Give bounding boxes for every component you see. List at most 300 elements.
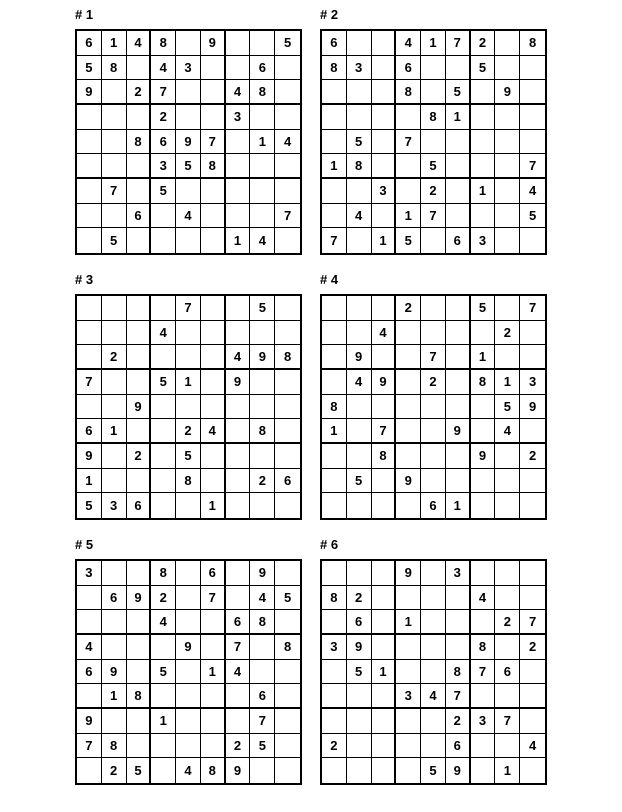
- sudoku-cell: [446, 469, 471, 494]
- sudoku-cell: 8: [322, 395, 347, 420]
- sudoku-cell: 1: [322, 419, 347, 444]
- sudoku-cell: [250, 31, 275, 56]
- sudoku-cell: [322, 321, 347, 346]
- sudoku-cell: [201, 395, 226, 420]
- sudoku-cell: [396, 395, 421, 420]
- sudoku-cell: 7: [495, 709, 520, 734]
- sudoku-cell: [151, 395, 176, 420]
- sudoku-cell: [471, 561, 496, 586]
- sudoku-cell: [226, 130, 251, 155]
- sudoku-cell: [77, 204, 102, 229]
- sudoku-cell: [396, 493, 421, 518]
- sudoku-cell: [347, 709, 372, 734]
- sudoku-cell: [226, 419, 251, 444]
- sudoku-cell: [127, 345, 152, 370]
- sudoku-cell: [495, 469, 520, 494]
- sudoku-cell: [201, 444, 226, 469]
- sudoku-cell: 4: [77, 635, 102, 660]
- sudoku-cell: 1: [102, 31, 127, 56]
- sudoku-cell: [421, 395, 446, 420]
- sudoku-cell: [250, 493, 275, 518]
- sudoku-cell: 9: [77, 709, 102, 734]
- sudoku-cell: [322, 758, 347, 783]
- sudoku-cell: 5: [250, 296, 275, 321]
- sudoku-cell: [347, 561, 372, 586]
- sudoku-cell: [201, 179, 226, 204]
- sudoku-cell: [176, 105, 201, 130]
- sudoku-cell: 9: [446, 758, 471, 783]
- sudoku-cell: 3: [520, 370, 545, 395]
- sudoku-cell: [520, 130, 545, 155]
- sudoku-cell: 5: [347, 130, 372, 155]
- sudoku-cell: [495, 105, 520, 130]
- sudoku-cell: 4: [151, 56, 176, 81]
- sudoku-cell: [250, 758, 275, 783]
- sudoku-cell: 4: [176, 758, 201, 783]
- sudoku-cell: [201, 204, 226, 229]
- sudoku-cell: [127, 56, 152, 81]
- sudoku-cell: [446, 395, 471, 420]
- sudoku-cell: [372, 345, 397, 370]
- sudoku-cell: [275, 154, 300, 179]
- sudoku-cell: 4: [226, 80, 251, 105]
- sudoku-cell: [127, 709, 152, 734]
- sudoku-cell: [372, 80, 397, 105]
- sudoku-cell: [250, 321, 275, 346]
- sudoku-cell: 8: [446, 660, 471, 685]
- sudoku-cell: [250, 635, 275, 660]
- sudoku-cell: 7: [520, 154, 545, 179]
- sudoku-cell: [347, 684, 372, 709]
- sudoku-cell: 8: [471, 370, 496, 395]
- sudoku-cell: 6: [421, 493, 446, 518]
- sudoku-cell: [275, 296, 300, 321]
- sudoku-cell: [102, 561, 127, 586]
- sudoku-cell: 1: [446, 493, 471, 518]
- sudoku-cell: 4: [226, 660, 251, 685]
- sudoku-cell: [151, 734, 176, 759]
- sudoku-cell: [421, 228, 446, 253]
- sudoku-cell: 9: [77, 80, 102, 105]
- sudoku-cell: [396, 734, 421, 759]
- sudoku-cell: [495, 228, 520, 253]
- sudoku-grid: [75, 559, 302, 785]
- sudoku-cell: [471, 130, 496, 155]
- sudoku-cell: 3: [471, 709, 496, 734]
- sudoku-cell: 8: [250, 80, 275, 105]
- sudoku-cell: [127, 370, 152, 395]
- sudoku-cell: [322, 370, 347, 395]
- sudoku-cell: [127, 296, 152, 321]
- sudoku-cell: 9: [471, 444, 496, 469]
- sudoku-cell: [275, 444, 300, 469]
- sudoku-cell: 6: [446, 228, 471, 253]
- sudoku-cell: 7: [201, 130, 226, 155]
- sudoku-cell: 8: [151, 31, 176, 56]
- sudoku-cell: 9: [446, 419, 471, 444]
- sudoku-cell: [201, 370, 226, 395]
- sudoku-cell: [421, 130, 446, 155]
- sudoku-cell: [176, 179, 201, 204]
- sudoku-cell: 3: [102, 493, 127, 518]
- sudoku-cell: 9: [372, 370, 397, 395]
- sudoku-cell: 8: [201, 154, 226, 179]
- sudoku-cell: 1: [226, 228, 251, 253]
- sudoku-cell: [372, 395, 397, 420]
- sudoku-cell: [396, 444, 421, 469]
- puzzle-title: # 2: [320, 7, 339, 22]
- sudoku-cell: 8: [102, 734, 127, 759]
- sudoku-cell: [520, 345, 545, 370]
- sudoku-cell: [495, 179, 520, 204]
- sudoku-cell: [471, 469, 496, 494]
- sudoku-cell: 2: [151, 586, 176, 611]
- sudoku-cell: 6: [151, 130, 176, 155]
- sudoku-cell: 8: [102, 56, 127, 81]
- sudoku-grid: [320, 294, 547, 520]
- sudoku-cell: [176, 709, 201, 734]
- sudoku-cell: 2: [446, 709, 471, 734]
- sudoku-cell: [520, 561, 545, 586]
- sudoku-cell: [471, 734, 496, 759]
- sudoku-cell: [77, 321, 102, 346]
- sudoku-cell: [102, 395, 127, 420]
- sudoku-cell: [127, 105, 152, 130]
- sudoku-cell: [396, 419, 421, 444]
- sudoku-cell: [275, 709, 300, 734]
- sudoku-cell: 1: [201, 660, 226, 685]
- sudoku-cell: 7: [176, 296, 201, 321]
- sudoku-cell: 5: [471, 296, 496, 321]
- sudoku-cell: 2: [421, 179, 446, 204]
- sudoku-cell: [226, 56, 251, 81]
- sudoku-cell: [372, 469, 397, 494]
- sudoku-cell: [201, 296, 226, 321]
- sudoku-cell: 7: [520, 610, 545, 635]
- sudoku-cell: 7: [250, 709, 275, 734]
- sudoku-cell: [347, 296, 372, 321]
- sudoku-cell: [226, 296, 251, 321]
- sudoku-cell: [322, 179, 347, 204]
- sudoku-cell: [421, 660, 446, 685]
- sudoku-cell: [201, 345, 226, 370]
- sudoku-cell: [226, 444, 251, 469]
- sudoku-cell: 8: [520, 31, 545, 56]
- sudoku-cell: 1: [151, 709, 176, 734]
- sudoku-cell: 1: [102, 684, 127, 709]
- sudoku-cell: [127, 179, 152, 204]
- sudoku-cell: [520, 228, 545, 253]
- sudoku-cell: [322, 105, 347, 130]
- sudoku-cell: 8: [127, 684, 152, 709]
- sudoku-cell: 3: [77, 561, 102, 586]
- sudoku-cell: 7: [226, 635, 251, 660]
- sudoku-cell: 1: [446, 105, 471, 130]
- sudoku-cell: [421, 561, 446, 586]
- sudoku-cell: [372, 561, 397, 586]
- sudoku-cell: [322, 709, 347, 734]
- sudoku-cell: [77, 130, 102, 155]
- sudoku-cell: [250, 660, 275, 685]
- sudoku-cell: 5: [275, 31, 300, 56]
- sudoku-cell: 6: [347, 610, 372, 635]
- sudoku-cell: [102, 635, 127, 660]
- sudoku-cell: 1: [176, 370, 201, 395]
- sudoku-cell: [250, 395, 275, 420]
- sudoku-cell: 1: [396, 204, 421, 229]
- sudoku-cell: 6: [77, 660, 102, 685]
- sudoku-cell: [495, 204, 520, 229]
- sudoku-cell: 1: [102, 419, 127, 444]
- sudoku-cell: 7: [151, 80, 176, 105]
- sudoku-cell: 7: [520, 296, 545, 321]
- sudoku-cell: [520, 80, 545, 105]
- sudoku-cell: [421, 734, 446, 759]
- sudoku-cell: 9: [127, 586, 152, 611]
- sudoku-cell: 1: [495, 758, 520, 783]
- sudoku-cell: 6: [322, 31, 347, 56]
- sudoku-cell: 4: [396, 31, 421, 56]
- sudoku-cell: [446, 444, 471, 469]
- sudoku-cell: [151, 444, 176, 469]
- sudoku-cell: [322, 296, 347, 321]
- sudoku-cell: [446, 179, 471, 204]
- sudoku-cell: 4: [421, 684, 446, 709]
- sudoku-cell: [176, 228, 201, 253]
- sudoku-cell: [446, 635, 471, 660]
- sudoku-cell: [322, 561, 347, 586]
- sudoku-cell: [495, 444, 520, 469]
- sudoku-cell: [77, 610, 102, 635]
- sudoku-cell: 5: [275, 586, 300, 611]
- sudoku-cell: [176, 684, 201, 709]
- sudoku-cell: 2: [151, 105, 176, 130]
- sudoku-cell: [275, 684, 300, 709]
- sudoku-cell: [322, 345, 347, 370]
- sudoku-cell: 1: [471, 179, 496, 204]
- sudoku-cell: [226, 709, 251, 734]
- sudoku-cell: 2: [520, 444, 545, 469]
- sudoku-cell: 2: [322, 734, 347, 759]
- sudoku-cell: [102, 370, 127, 395]
- sudoku-cell: [446, 154, 471, 179]
- sudoku-cell: [102, 154, 127, 179]
- sudoku-cell: 9: [347, 635, 372, 660]
- sudoku-cell: [396, 370, 421, 395]
- sudoku-cell: 8: [471, 635, 496, 660]
- sudoku-cell: [176, 610, 201, 635]
- sudoku-cell: [322, 204, 347, 229]
- sudoku-cell: 1: [421, 31, 446, 56]
- sudoku-cell: 8: [372, 444, 397, 469]
- sudoku-cell: [471, 80, 496, 105]
- sudoku-cell: 5: [396, 228, 421, 253]
- sudoku-cell: 9: [102, 660, 127, 685]
- sudoku-cell: 1: [322, 154, 347, 179]
- sudoku-cell: 5: [471, 56, 496, 81]
- sudoku-cell: 4: [127, 31, 152, 56]
- sudoku-cell: 3: [347, 56, 372, 81]
- sudoku-cell: [446, 345, 471, 370]
- sudoku-cell: [275, 758, 300, 783]
- sudoku-cell: [372, 684, 397, 709]
- sudoku-cell: 8: [275, 345, 300, 370]
- sudoku-cell: 4: [520, 179, 545, 204]
- puzzle-title: # 5: [75, 537, 94, 552]
- sudoku-cell: [347, 493, 372, 518]
- sudoku-cell: 2: [347, 586, 372, 611]
- sudoku-cell: [275, 321, 300, 346]
- sudoku-cell: 2: [495, 321, 520, 346]
- sudoku-cell: 2: [127, 80, 152, 105]
- sudoku-cell: 4: [151, 610, 176, 635]
- sudoku-cell: 9: [250, 345, 275, 370]
- sudoku-cell: 8: [151, 561, 176, 586]
- sudoku-cell: [151, 684, 176, 709]
- sudoku-cell: [77, 105, 102, 130]
- sudoku-cell: [102, 130, 127, 155]
- sudoku-cell: 5: [102, 228, 127, 253]
- sudoku-cell: 8: [396, 80, 421, 105]
- sudoku-cell: [421, 321, 446, 346]
- sudoku-cell: [396, 321, 421, 346]
- sudoku-cell: [102, 296, 127, 321]
- sudoku-cell: [226, 684, 251, 709]
- sudoku-cell: [201, 105, 226, 130]
- sudoku-cell: [250, 370, 275, 395]
- sudoku-cell: [347, 105, 372, 130]
- sudoku-cell: 6: [201, 561, 226, 586]
- sudoku-cell: 5: [151, 179, 176, 204]
- sudoku-cell: [176, 345, 201, 370]
- sudoku-cell: [322, 493, 347, 518]
- sudoku-cell: [421, 296, 446, 321]
- sudoku-cell: [275, 228, 300, 253]
- sudoku-cell: [495, 345, 520, 370]
- sudoku-cell: 6: [77, 31, 102, 56]
- sudoku-cell: [421, 444, 446, 469]
- sudoku-cell: [250, 204, 275, 229]
- sudoku-cell: 5: [421, 758, 446, 783]
- sudoku-cell: [201, 56, 226, 81]
- sudoku-cell: [495, 586, 520, 611]
- sudoku-cell: [201, 734, 226, 759]
- sudoku-cell: 7: [102, 179, 127, 204]
- sudoku-cell: [102, 444, 127, 469]
- sudoku-cell: 8: [322, 56, 347, 81]
- sudoku-cell: [275, 660, 300, 685]
- sudoku-cell: [372, 610, 397, 635]
- sudoku-cell: [372, 130, 397, 155]
- sudoku-cell: 6: [127, 204, 152, 229]
- sudoku-cell: [151, 228, 176, 253]
- sudoku-cell: [495, 130, 520, 155]
- sudoku-cell: [347, 444, 372, 469]
- sudoku-cell: [127, 561, 152, 586]
- sudoku-cell: 5: [347, 660, 372, 685]
- puzzle-title: # 4: [320, 272, 339, 287]
- sudoku-cell: [372, 31, 397, 56]
- sudoku-cell: [77, 586, 102, 611]
- sudoku-cell: [471, 321, 496, 346]
- sudoku-cell: 6: [127, 493, 152, 518]
- sudoku-cell: [421, 610, 446, 635]
- sudoku-cell: 1: [77, 469, 102, 494]
- sudoku-cell: 8: [127, 130, 152, 155]
- sudoku-cell: [151, 758, 176, 783]
- sudoku-cell: [250, 154, 275, 179]
- sudoku-cell: 5: [176, 154, 201, 179]
- sudoku-cell: 9: [347, 345, 372, 370]
- sudoku-cell: [77, 758, 102, 783]
- sudoku-cell: [176, 561, 201, 586]
- sudoku-cell: [471, 684, 496, 709]
- sudoku-cell: 4: [471, 586, 496, 611]
- sudoku-cell: 8: [250, 419, 275, 444]
- sudoku-cell: 1: [201, 493, 226, 518]
- sudoku-cell: [201, 228, 226, 253]
- sudoku-cell: [176, 586, 201, 611]
- sudoku-cell: [446, 370, 471, 395]
- sudoku-cell: 9: [176, 130, 201, 155]
- sudoku-cell: [495, 684, 520, 709]
- sudoku-cell: 9: [176, 635, 201, 660]
- sudoku-cell: [471, 493, 496, 518]
- sudoku-cell: [421, 635, 446, 660]
- sudoku-cell: 6: [102, 586, 127, 611]
- sudoku-cell: [372, 105, 397, 130]
- sudoku-cell: [495, 56, 520, 81]
- sudoku-cell: [275, 419, 300, 444]
- sudoku-cell: [372, 296, 397, 321]
- sudoku-grid: [75, 294, 302, 520]
- sudoku-cell: 5: [77, 56, 102, 81]
- sudoku-cell: [347, 31, 372, 56]
- sudoku-cell: 3: [372, 179, 397, 204]
- sudoku-cell: [372, 56, 397, 81]
- sudoku-cell: [495, 493, 520, 518]
- sudoku-cell: 4: [151, 321, 176, 346]
- sudoku-cell: 9: [226, 370, 251, 395]
- sudoku-cell: 7: [201, 586, 226, 611]
- sudoku-cell: 6: [446, 734, 471, 759]
- sudoku-cell: [520, 469, 545, 494]
- sudoku-cell: [372, 204, 397, 229]
- sudoku-cell: [495, 31, 520, 56]
- sudoku-cell: [347, 179, 372, 204]
- sudoku-cell: 7: [446, 31, 471, 56]
- sudoku-cell: 3: [396, 684, 421, 709]
- sudoku-cell: 4: [372, 321, 397, 346]
- sudoku-cell: 9: [396, 469, 421, 494]
- sudoku-cell: [226, 469, 251, 494]
- sudoku-cell: 3: [471, 228, 496, 253]
- sudoku-cell: [495, 734, 520, 759]
- sudoku-cell: [226, 586, 251, 611]
- sudoku-cell: [77, 296, 102, 321]
- sudoku-cell: [446, 204, 471, 229]
- sudoku-cell: [201, 80, 226, 105]
- sudoku-cell: [520, 586, 545, 611]
- sudoku-cell: [250, 105, 275, 130]
- sudoku-cell: [421, 469, 446, 494]
- sudoku-cell: [322, 660, 347, 685]
- sudoku-cell: [250, 444, 275, 469]
- sudoku-cell: 8: [421, 105, 446, 130]
- sudoku-cell: 2: [102, 758, 127, 783]
- sudoku-cell: [127, 660, 152, 685]
- sudoku-cell: [226, 31, 251, 56]
